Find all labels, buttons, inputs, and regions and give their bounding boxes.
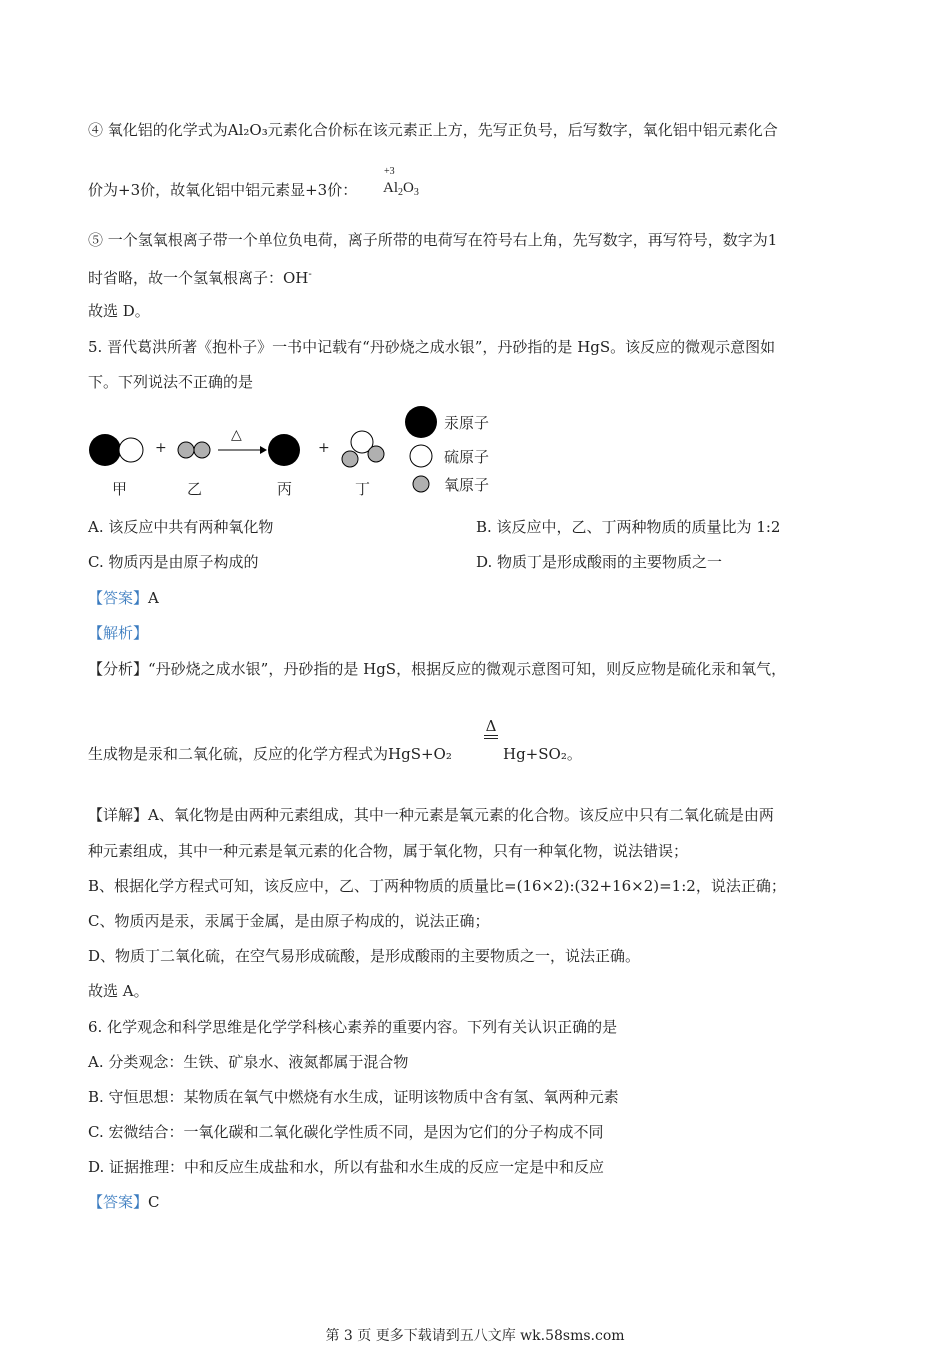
formula-sub: 2 [398,187,403,198]
mercury-atom [268,434,300,466]
analysis-tag: 【分析】 [88,660,149,678]
equation-right [503,744,582,764]
oxygen-atom [368,446,384,462]
detail-line: B、根据化学方程式可知，该反应中，乙、丁两种物质的质量比=(16×2):(32+16×2)=1:2，说法正确； [88,877,786,895]
answer-line [88,1192,160,1212]
analysis-tag: 【解析】 [88,624,149,642]
option-b: B. 该反应中，乙、丁两种物质的质量比为 1:2 [476,518,781,536]
analysis-line [88,659,786,679]
equation-end: 。 [566,745,582,763]
option-b: B. 守恒思想：某物质在氧气中燃烧有水生成，证明该物质中含有氢、氧两种元素 [88,1088,619,1106]
equation-left: HgS+O₂ [388,745,452,763]
diagram-label: 甲 [112,480,128,498]
diagram-label: 丙 [277,480,293,498]
answer-value: A [148,589,159,607]
option-d: D. 证据推理：中和反应生成盐和水，所以有盐和水生成的反应一定是中和反应 [88,1158,605,1176]
detail-line: C、物质丙是汞，汞属于金属，是由原子构成的，说法正确； [88,912,490,930]
equation-condition [480,718,502,739]
formula-al: Al [383,180,398,196]
answer-line [88,588,159,608]
option-c: C. 宏微结合：一氧化碳和二氧化碳化学性质不同，是因为它们的分子构成不同 [88,1123,604,1141]
formula-o: O [403,180,414,196]
paragraph-text: 价为+3价，故氧化铝中铝元素显+3价： [88,181,358,199]
legend-oxygen-atom [413,476,429,492]
paragraph-line: ⑤ 一个氢氧根离子带一个单位负电荷，离子所带的电荷写在符号右上角，先写数字，再写符号，数字为1 [88,231,778,249]
paragraph-line: ④ 氧化铝的化学式为Al₂O₃元素化合价标在该元素正上方，先写正负号，后写数字，氧化铝中铝元素化合 [88,121,778,139]
heat-symbol: △ [231,427,242,443]
detail-line: 故选 A。 [88,982,149,1000]
heat-delta: Δ [485,717,497,735]
option-c: C. 物质丙是由原子构成的 [88,553,259,571]
question-stem: 5. 晋代葛洪所著《抱朴子》一书中记载有“丹砂烧之成水银”，丹砂指的是 HgS。该反应的微观示意图如 [88,338,776,356]
question-stem: 6. 化学观念和科学思维是化学学科核心素养的重要内容。下列有关认识正确的是 [88,1018,618,1036]
valence-mark: +3 [384,166,395,177]
page-footer: 第 3 页 更多下载请到五八文库 wk.58sms.com [325,1328,625,1344]
diagram-svg [85,402,505,502]
legend-mercury-atom [405,406,437,438]
reaction-micro-diagram [85,402,505,502]
option-a: A. 分类观念：生铁、矿泉水、液氮都属于混合物 [88,1053,409,1071]
detail-line: 种元素组成，其中一种元素是氧元素的化合物，属于氧化物，只有一种氧化物，说法错误； [88,842,689,860]
oxygen-atom [178,442,194,458]
charge-sup: - [308,269,312,280]
detail-line: D、物质丁二氧化硫，在空气易形成硫酸，是形成酸雨的主要物质之一，说法正确。 [88,947,641,965]
detail-tag: 【详解】 [88,806,149,824]
detail-text: A、氧化物是由两种元素组成，其中一种元素是氧元素的化合物。该反应中只有二氧化硫是由两 [148,806,774,824]
question-stem: 下。下列说法不正确的是 [88,373,254,391]
answer-tag: 【答案】 [88,1193,149,1211]
equals-bar [484,735,498,736]
equation-line [88,744,452,764]
paragraph-line [88,180,357,200]
oxygen-atom [342,451,358,467]
equation-prefix: 生成物是汞和二氧化硫，反应的化学方程式为 [88,745,389,763]
sulfur-atom [119,438,143,462]
detail-line [88,805,774,825]
formula-sub: 3 [413,187,419,198]
arrow-head [260,446,267,454]
paragraph-line: 故选 D。 [88,302,150,320]
plus-sign: + [318,440,330,456]
legend-label: 硫原子 [444,448,490,466]
oxygen-atom [194,442,210,458]
valence-formula [383,166,443,206]
equals-bar [484,738,498,739]
plus-sign: + [155,440,167,456]
legend-sulfur-atom [410,445,432,467]
diagram-label: 丁 [355,480,371,498]
legend-label: 氧原子 [444,476,490,494]
answer-tag: 【答案】 [88,589,149,607]
mercury-atom [89,434,121,466]
option-a: A. 该反应中共有两种氧化物 [88,518,274,536]
answer-value: C [148,1193,160,1211]
diagram-label: 乙 [187,480,203,498]
equation-right-text: Hg+SO₂ [503,745,567,763]
legend-label: 汞原子 [444,414,490,432]
formula-text [383,180,419,198]
option-d: D. 物质丁是形成酸雨的主要物质之一 [476,553,723,571]
paragraph-line [88,265,312,288]
analysis-text: “丹砂烧之成水银”，丹砂指的是 HgS，根据反应的微观示意图可知，则反应物是硫化汞和氧气， [148,660,787,678]
paragraph-text: 时省略，故一个氢氧根离子：OH [88,269,309,287]
